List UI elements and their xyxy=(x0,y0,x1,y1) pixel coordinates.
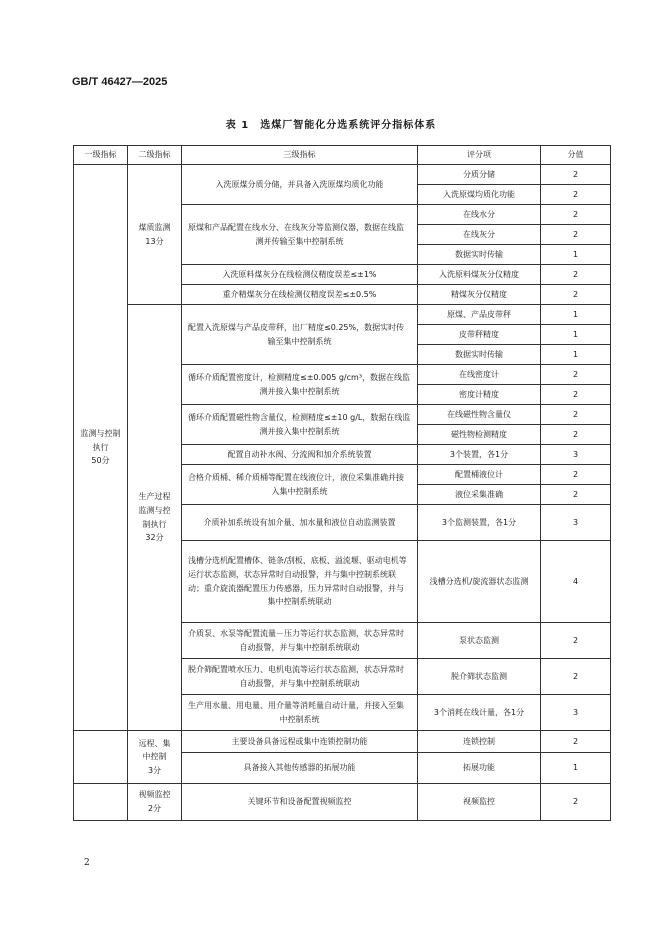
score-value-cell: 2 xyxy=(541,385,611,405)
score-value-cell: 3 xyxy=(541,695,611,731)
scoring-item-cell: 视频监控 xyxy=(418,784,541,821)
level3-cell: 浅槽分选机配置槽体、链条/刮板、底板、溢流堰、驱动电机等运行状态监测，状态异常时自动报警，并与集中控制系统联动；重介旋流器配置压力传感器，压力异常时自动报警，并与集中控制系统联动 xyxy=(182,541,418,623)
score-value-cell: 1 xyxy=(541,245,611,265)
level3-cell: 介质泵、水泵等配置流量－压力等运行状态监测，状态异常时自动报警，并与集中控制系统联动 xyxy=(182,623,418,659)
level2-label: 32分 xyxy=(145,533,164,543)
level3-cell: 配置自动补水阀、分流阀和加介系统装置 xyxy=(182,445,418,465)
level1-label: 50分 xyxy=(91,456,110,466)
score-value-cell: 2 xyxy=(541,365,611,385)
score-value-cell: 4 xyxy=(541,541,611,623)
level3-cell: 循环介质配置磁性物含量仪，检测精度≤±10 g/L，数据在线监测并接入集中控制系统 xyxy=(182,405,418,445)
level2-label: 煤质监测 xyxy=(138,222,171,232)
level2-cell xyxy=(128,165,182,305)
level3-cell: 入洗原料煤灰分在线检测仪精度误差≤±1% xyxy=(182,265,418,285)
column-header: 三级指标 xyxy=(182,146,418,165)
scoring-item-cell: 拓展功能 xyxy=(418,753,541,784)
table-row xyxy=(74,165,611,185)
level2-cell xyxy=(128,305,182,731)
score-value-cell: 2 xyxy=(541,225,611,245)
column-header: 二级指标 xyxy=(128,146,182,165)
scoring-item-cell: 在线灰分 xyxy=(418,225,541,245)
level3-cell: 配置入洗原煤与产品皮带秤，出厂精度≤0.25%，数据实时传输至集中控制系统 xyxy=(182,305,418,365)
level2-label: 视频监控 xyxy=(138,790,171,800)
level1-cell xyxy=(74,165,128,731)
level3-cell: 生产用水量、用电量、用介量等消耗量自动计量，并接入至集中控制系统 xyxy=(182,695,418,731)
level3-cell: 循环介质配置密度计，检测精度≤±0.005 g/cm³，数据在线监测并接入集中控制系统 xyxy=(182,365,418,405)
scoring-item-cell: 入洗原煤均质化功能 xyxy=(418,185,541,205)
score-value-cell: 2 xyxy=(541,623,611,659)
column-header: 一级指标 xyxy=(74,146,128,165)
scoring-item-cell: 在线磁性物含量仪 xyxy=(418,405,541,425)
table-row xyxy=(74,305,611,325)
page-number: 2 xyxy=(84,858,90,868)
table-body xyxy=(74,165,611,821)
scoring-item-cell: 数据实时传输 xyxy=(418,245,541,265)
score-value-cell: 2 xyxy=(541,425,611,445)
indicator-table xyxy=(73,145,611,821)
score-value-cell: 1 xyxy=(541,305,611,325)
scoring-item-cell: 密度计精度 xyxy=(418,385,541,405)
score-value-cell: 2 xyxy=(541,731,611,753)
scoring-item-cell: 液位采集准确 xyxy=(418,485,541,505)
level2-cell xyxy=(128,784,182,821)
scoring-item-cell: 数据实时传输 xyxy=(418,345,541,365)
level3-cell: 合格介质桶、稀介质桶等配置在线液位计，液位采集准确并接入集中控制系统 xyxy=(182,465,418,505)
scoring-item-cell: 精煤灰分仪精度 xyxy=(418,285,541,305)
level2-label: 远程、集 xyxy=(138,738,171,748)
level3-cell: 重介精煤灰分在线检测仪精度误差≤±0.5% xyxy=(182,285,418,305)
scoring-item-cell: 分质分储 xyxy=(418,165,541,185)
table-row xyxy=(74,731,611,753)
scoring-item-cell: 脱介筛状态监测 xyxy=(418,659,541,695)
score-value-cell: 2 xyxy=(541,659,611,695)
score-value-cell: 1 xyxy=(541,753,611,784)
level3-cell: 介质补加系统设有加介量、加水量和液位自动监测装置 xyxy=(182,505,418,541)
level3-cell: 具备接入其他传感器的拓展功能 xyxy=(182,753,418,784)
level1-label: 监测与控制执行 xyxy=(80,429,121,452)
score-value-cell: 2 xyxy=(541,465,611,485)
scoring-item-cell: 磁性物检测精度 xyxy=(418,425,541,445)
level2-label: 13分 xyxy=(145,236,164,246)
scoring-item-cell: 入洗原料煤灰分仪精度 xyxy=(418,265,541,285)
scoring-item-cell: 在线密度计 xyxy=(418,365,541,385)
level2-label: 2分 xyxy=(147,804,162,813)
column-header: 评分项 xyxy=(418,146,541,165)
score-value-cell: 2 xyxy=(541,405,611,425)
table-row xyxy=(74,784,611,821)
score-value-cell: 2 xyxy=(541,165,611,185)
table-header xyxy=(74,146,611,165)
level2-cell xyxy=(128,731,182,784)
score-value-cell: 1 xyxy=(541,345,611,365)
scoring-item-cell: 皮带秤精度 xyxy=(418,325,541,345)
scoring-item-cell: 连锁控制 xyxy=(418,731,541,753)
level3-cell: 主要设备具备远程或集中连锁控制功能 xyxy=(182,731,418,753)
level2-label: 中控制 xyxy=(142,752,167,762)
scoring-item-cell: 3个监测装置，各1分 xyxy=(418,505,541,541)
level2-label: 生产过程 xyxy=(138,492,171,502)
table-title: 表 1 选煤厂智能化分选系统评分指标体系 xyxy=(225,120,437,131)
score-value-cell: 2 xyxy=(541,485,611,505)
score-value-cell: 2 xyxy=(541,285,611,305)
score-value-cell: 1 xyxy=(541,325,611,345)
column-header: 分值 xyxy=(541,146,611,165)
scoring-item-cell: 在线水分 xyxy=(418,205,541,225)
scoring-item-cell: 3个消耗在线计量，各1分 xyxy=(418,695,541,731)
level1-empty-cell xyxy=(74,731,128,784)
score-value-cell: 2 xyxy=(541,784,611,821)
level2-label: 监测与控 xyxy=(138,505,171,515)
standard-code: GB/T 46427—2025 xyxy=(72,76,168,88)
level2-label: 制执行 xyxy=(142,519,167,529)
scoring-item-cell: 原煤、产品皮带秤 xyxy=(418,305,541,325)
scoring-item-cell: 配置桶液位计 xyxy=(418,465,541,485)
score-value-cell: 3 xyxy=(541,505,611,541)
score-value-cell: 3 xyxy=(541,445,611,465)
scoring-item-cell: 浅槽分选机/旋流器状态监测 xyxy=(418,541,541,623)
score-value-cell: 2 xyxy=(541,205,611,225)
score-value-cell: 2 xyxy=(541,265,611,285)
level3-cell: 入洗原煤分质分储，并具备入洗原煤均质化功能 xyxy=(182,165,418,205)
level3-cell: 原煤和产品配置在线水分、在线灰分等监测仪器，数据在线监测并传输至集中控制系统 xyxy=(182,205,418,265)
level3-cell: 脱介筛配置喷水压力、电机电流等运行状态监测，状态异常时自动报警，并与集中控制系统联动 xyxy=(182,659,418,695)
scoring-item-cell: 3个装置，各1分 xyxy=(418,445,541,465)
scoring-item-cell: 泵状态监测 xyxy=(418,623,541,659)
level3-cell: 关键环节和设备配置视频监控 xyxy=(182,784,418,821)
score-value-cell: 2 xyxy=(541,185,611,205)
level2-label: 3分 xyxy=(147,765,162,775)
level1-empty-cell xyxy=(74,784,128,821)
